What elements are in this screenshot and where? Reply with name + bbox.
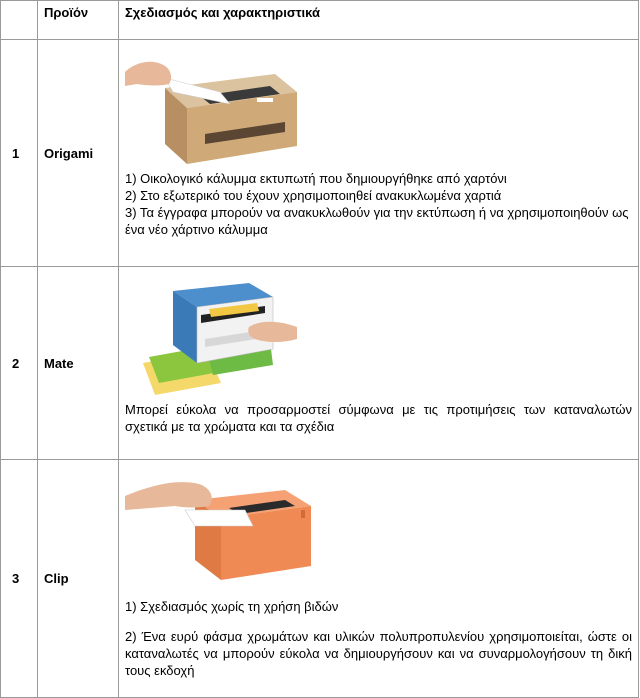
feature-line: 1) Οικολογικό κάλυμμα εκτυπωτή που δημιουργήθηκε από χαρτόνι [125, 171, 507, 186]
row-number: 3 [1, 460, 38, 698]
product-description [119, 40, 639, 267]
clip-printer-illustration [125, 470, 325, 594]
origami-printer-image [125, 52, 632, 170]
product-description [119, 267, 639, 460]
feature-line: Μπορεί εύκολα να προσαρμοστεί σύμφωνα με τις προτιμήσεις των καταναλωτών σχετικά με τα χρώματα και τα σχέδια [125, 402, 632, 434]
table-row [1, 267, 639, 460]
header-row [1, 1, 639, 40]
description-text [125, 170, 632, 238]
feature-line: 1) Σχεδιασμός χωρίς τη χρήση βιδών [125, 599, 339, 614]
header-design: Σχεδιασμός και χαρακτηριστικά [119, 1, 639, 40]
mate-printer-illustration [125, 279, 305, 401]
header-number [1, 1, 38, 40]
table-row [1, 460, 639, 698]
product-description [119, 460, 639, 698]
product-name: Mate [38, 267, 119, 460]
header-product: Προϊόν [38, 1, 119, 40]
feature-line: 3) Τα έγγραφα μπορούν να ανακυκλωθούν για την εκτύπωση ή να χρησιμοποιηθούν ως ένα νέο χάρτινο κάλυμμα [125, 205, 629, 237]
feature-line: 2) Στο εξωτερικό του έχουν χρησιμοποιηθεί ανακυκλωμένα χαρτιά [125, 188, 502, 203]
row-number: 1 [1, 40, 38, 267]
origami-printer-illustration [125, 52, 305, 170]
product-name: Clip [38, 460, 119, 698]
clip-printer-image [125, 470, 632, 594]
product-name: Origami [38, 40, 119, 267]
description-text [125, 401, 632, 435]
description-text [125, 598, 632, 679]
table-row [1, 40, 639, 267]
mate-printer-image [125, 279, 632, 401]
row-number: 2 [1, 267, 38, 460]
feature-line: 2) Ένα ευρύ φάσμα χρωμάτων και υλικών πολυπροπυλενίου χρησιμοποιείται, ώστε οι καταναλωτές να μπορούν εύκολα να δημιουργήσουν και να συναρμολογήσουν τη δική τους εκδοχή [125, 629, 632, 678]
